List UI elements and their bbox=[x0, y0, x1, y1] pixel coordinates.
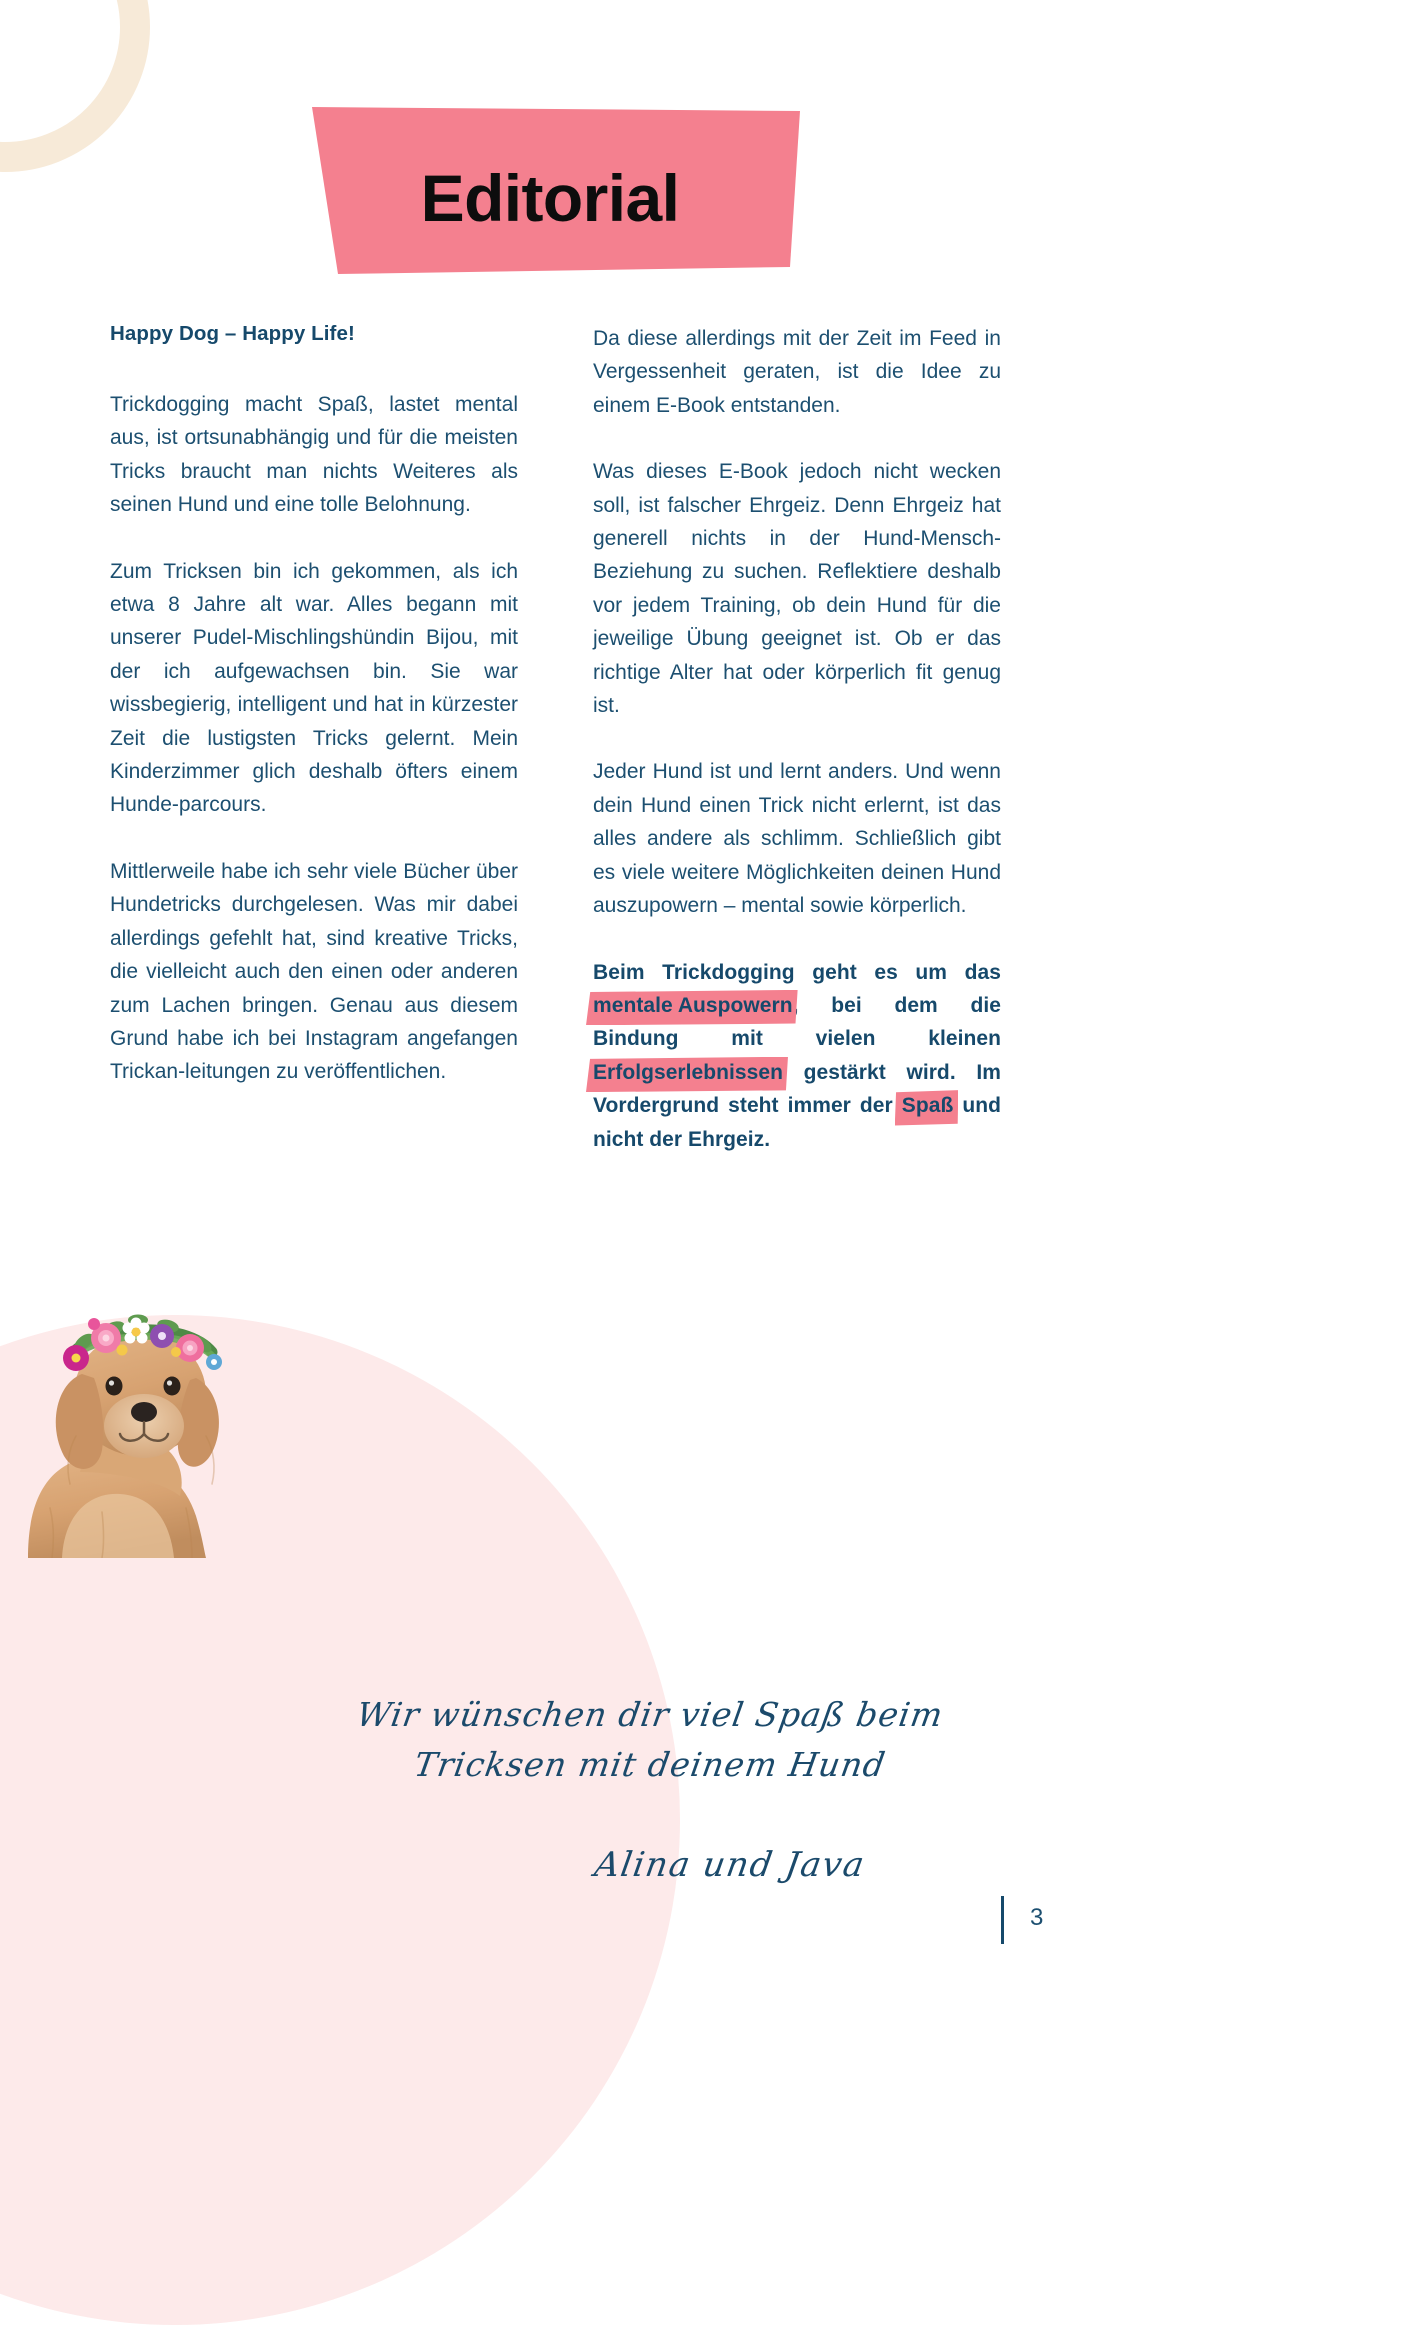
paragraph: Mittlerweile habe ich sehr viele Bücher über Hundetricks durchgelesen. Was mir dabei allerdings gefehlt hat, sind kreative Tricks, die vielleicht auch den einen oder anderen zum Lachen bringen. Genau aus diesem Grund habe ich bei Instagram angefangen Trickan-leitungen zu veröffentlichen. bbox=[110, 859, 518, 1084]
closing-text-part: gestärkt wird. Im Vordergrund steht immer der bbox=[593, 1060, 1001, 1118]
highlight-mentale-auspowern: mentale Auspowern bbox=[593, 989, 793, 1022]
highlight-spass: Spaß bbox=[902, 1089, 954, 1122]
left-column bbox=[110, 322, 518, 1089]
closing-text-part: und nicht der Ehrgeiz. bbox=[593, 1094, 1001, 1151]
paragraph: Trickdogging macht Spaß, lastet mental aus, ist ortsunabhängig und für die meisten Tricks braucht man nichts Weiteres als seinen Hund und eine tolle Belohnung. bbox=[110, 393, 518, 517]
handwritten-line-2: Tricksen mit deinem Hund bbox=[411, 1745, 889, 1784]
paragraph: Jeder Hund ist und lernt anders. Und wenn dein Hund einen Trick nicht erlernt, ist das alles andere als schlimm. Schließlich gibt es viele weitere Möglichkeiten deinen Hund auszupowern – mental sowie körperlich. bbox=[593, 760, 1001, 918]
dog-photo bbox=[10, 1258, 270, 1558]
left-column-kicker: Happy Dog – Happy Life! bbox=[110, 322, 355, 345]
cream-arc-decoration bbox=[0, 0, 150, 172]
paragraph: Zum Tricksen bin ich gekommen, als ich etwa 8 Jahre alt war. Alles begann mit unserer Pudel-Mischlingshündin Bijou, mit der ich aufgewachsen bin. Sie war wissbegierig, intelligent und hat in kürzester Zeit die lustigsten Tricks gelernt. Mein Kinderzimmer glich deshalb öfters einem Hunde-parcours. bbox=[110, 559, 518, 817]
closing-text-part: Beim Trickdogging geht es um das bbox=[593, 960, 1001, 984]
handwritten-signature bbox=[420, 1845, 1040, 1885]
closing-text-part: , bei dem die Bindung mit vielen kleinen bbox=[593, 993, 1001, 1051]
highlight-erfolgserlebnissen: Erfolgserlebnissen bbox=[593, 1056, 783, 1089]
handwritten-message bbox=[340, 1690, 960, 1790]
page-number-rule bbox=[1001, 1896, 1004, 1944]
closing-statement bbox=[593, 956, 1001, 1156]
page-title: Editorial bbox=[420, 160, 680, 235]
dog-illustration bbox=[10, 1258, 270, 1558]
handwritten-line-1: Wir wünschen dir viel Spaß beim bbox=[353, 1695, 947, 1734]
signature-name: Alina und Java bbox=[591, 1845, 869, 1885]
page-number: 3 bbox=[1030, 1904, 1044, 1931]
paragraph: Da diese allerdings mit der Zeit im Feed in Vergessenheit geraten, ist die Idee zu einem E-Book entstanden. bbox=[593, 327, 1001, 417]
paragraph: Was dieses E-Book jedoch nicht wecken soll, ist falscher Ehrgeiz. Denn Ehrgeiz hat generell nichts in der Hund-Mensch-Beziehung zu suchen. Reflektiere deshalb vor jedem Training, ob dein Hund für die jeweilige Übung geeignet ist. Ob er das richtige Alter hat oder körperlich fit genug ist. bbox=[593, 460, 1001, 718]
right-column bbox=[593, 322, 1001, 1156]
editorial-banner bbox=[300, 107, 800, 274]
